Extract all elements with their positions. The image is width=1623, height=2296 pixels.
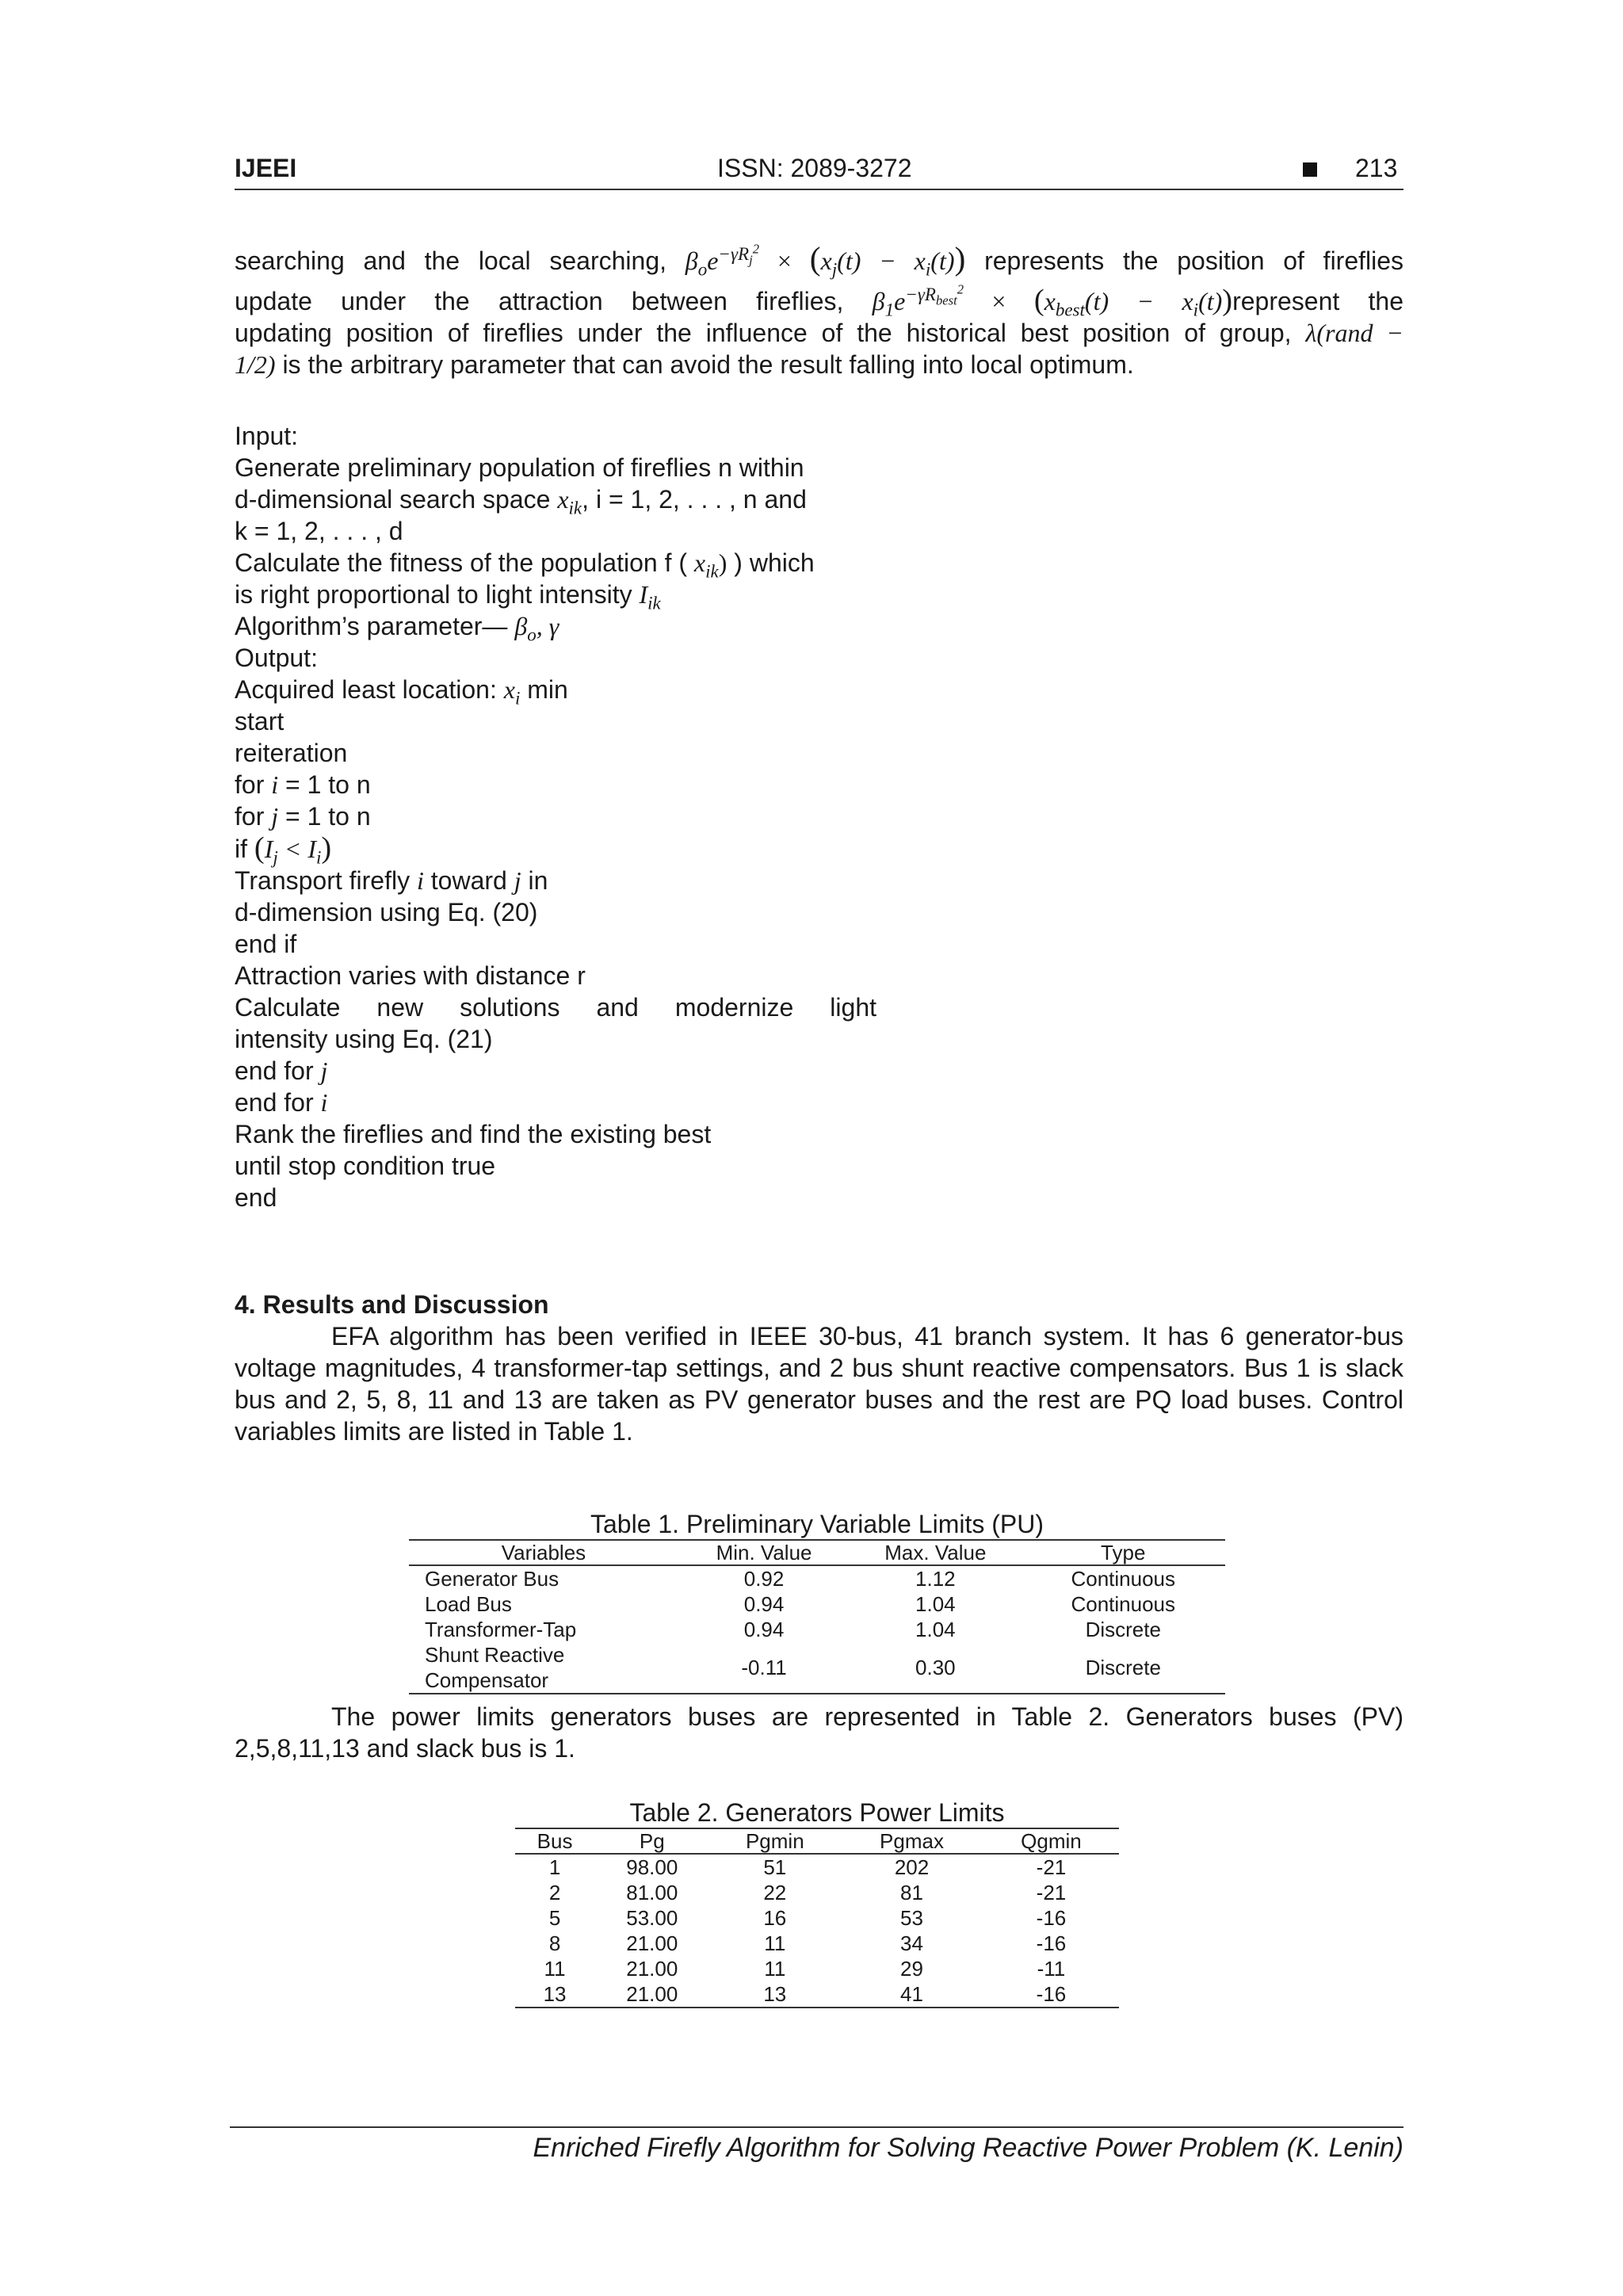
- algo-line: Acquired least location: $x_i$ min: [235, 675, 568, 709]
- algo-line: if $(I_j < I_i)$: [235, 831, 332, 868]
- algo-line: Algorithm’s parameter— $\beta_o$, γ: [235, 612, 559, 645]
- table-caption: Table 1. Preliminary Variable Limits (PU): [590, 1510, 1044, 1538]
- intro-text: represents the position of fireflies: [984, 246, 1404, 275]
- column-header: Pgmax: [840, 1828, 983, 1854]
- algo-line: d-dimension using Eq. (20): [235, 898, 538, 926]
- algo-line: for i = 1 to n: [235, 770, 371, 799]
- variable-limits-table: [409, 1539, 1225, 1694]
- column-header: Pgmin: [709, 1828, 840, 1854]
- power-limits-text: The power limits generators buses are represented in Table 2. Generators buses (PV) 2,5,8,11,13 and slack bus is 1.: [235, 1702, 1403, 1763]
- table-row: Generator Bus 0.92 1.12 Continuous: [425, 1567, 1176, 1591]
- algo-line: Rank the fireflies and find the existing best: [235, 1120, 712, 1148]
- algo-line: Calculate the fitness of the population f ( $x_{ik}$) ) which: [235, 548, 815, 582]
- table-caption: Table 2. Generators Power Limits: [629, 1798, 1005, 1827]
- algo-output-label: Output:: [235, 644, 318, 672]
- column-header: Bus: [515, 1828, 594, 1854]
- algo-line: end for j: [235, 1056, 328, 1085]
- intro-text: update under the attraction between fireflies,: [235, 287, 844, 315]
- results-text: EFA algorithm has been verified in IEEE 30-bus, 41 branch system. It has 6 generator-bus voltage magnitudes, 4 transformer-tap settings, and 2 bus shunt reactive compensators. Bus 1 is slack bus and 2, 5, 8, 11 and 13 are taken as PV generator buses and the rest are PQ load buses. Control variables limits are listed in Table 1.: [235, 1322, 1403, 1446]
- column-header: Qgmin: [983, 1828, 1119, 1854]
- algo-line: start: [235, 707, 285, 735]
- table-row: Transformer-Tap 0.94 1.04 Discrete: [425, 1618, 1161, 1641]
- intro-text: is the arbitrary parameter that can avoid the result falling into local optimum.: [282, 350, 1134, 379]
- algo-input-label: Input:: [235, 422, 299, 450]
- issn: ISSN: 2089-3272: [717, 154, 912, 182]
- footer-rule: [230, 2126, 1403, 2128]
- algo-line: Generate preliminary population of fireflies n within: [235, 453, 804, 482]
- algo-line: end if: [235, 930, 297, 958]
- algo-line: is right proportional to light intensity $I_{ik}$: [235, 580, 661, 613]
- generator-limits-table: [515, 1828, 1119, 2008]
- table-row: 5 53.00 16 53 -16: [548, 1906, 1067, 1930]
- algo-line: k = 1, 2, . . . , d: [235, 517, 403, 545]
- algo-line: end: [235, 1183, 277, 1212]
- column-header: Min. Value: [678, 1540, 850, 1565]
- header-rule: [235, 189, 1403, 190]
- table-1: [409, 1509, 1225, 1694]
- table-row: 1 98.00 51 202 -21: [548, 1855, 1067, 1879]
- algo-line: intensity using Eq. (21): [235, 1025, 493, 1053]
- column-header: Pg: [594, 1828, 709, 1854]
- column-header: Max. Value: [850, 1540, 1021, 1565]
- algo-line: reiteration: [235, 739, 348, 767]
- table-row: Shunt Reactive Compensator -0.11 0.30 Discrete: [409, 1642, 1225, 1694]
- algo-line: Attraction varies with distance r: [235, 961, 586, 990]
- power-limits-paragraph: [235, 1701, 1403, 1764]
- formula-half: 1/2): [235, 350, 276, 379]
- intro-text: represent the: [1232, 287, 1404, 315]
- column-header: Type: [1021, 1540, 1225, 1565]
- table-row: 11 21.00 11 29 -11: [544, 1957, 1066, 1981]
- column-header: Variables: [409, 1540, 678, 1565]
- table-row: 13 21.00 13 41 -16: [515, 1981, 1119, 2008]
- table-row: 8 21.00 11 34 -16: [548, 1931, 1067, 1955]
- journal-name: IJEEI: [235, 154, 297, 182]
- page-number: 213: [1355, 154, 1398, 182]
- intro-paragraph: [235, 240, 1404, 380]
- formula-best-attraction: $\beta_1e^{-\gamma R_{best}^2} \times (x_{best}(t) - x_i(t))$: [872, 281, 1233, 320]
- algo-line: end for i: [235, 1088, 328, 1117]
- intro-text: updating position of fireflies under the influence of the historical best position of group,: [235, 319, 1292, 347]
- table-row: 2 81.00 22 81 -21: [548, 1881, 1067, 1904]
- algo-line: until stop condition true: [235, 1152, 496, 1180]
- results-paragraph: [235, 1320, 1403, 1447]
- algo-line: d-dimensional search space $x_{ik}$, i = 1, 2, . . . , n and: [235, 485, 807, 518]
- square-bullet-icon: [1303, 162, 1317, 177]
- algorithm-pseudocode: [235, 420, 876, 1213]
- formula-attraction: $\beta_oe^{-\gamma R_j^2} \times (x_j(t) - x_i(t))$: [685, 240, 966, 280]
- table-2: [515, 1797, 1119, 2008]
- table-row: Load Bus 0.94 1.04 Continuous: [425, 1592, 1176, 1616]
- section-heading: 4. Results and Discussion: [235, 1290, 549, 1319]
- formula-lambda: λ(rand −: [1305, 319, 1404, 347]
- algo-line: Transport firefly i toward j in: [235, 866, 548, 895]
- algo-line: for j = 1 to n: [235, 802, 371, 831]
- intro-text: searching and the local searching,: [235, 246, 667, 275]
- running-footer: Enriched Firefly Algorithm for Solving Reactive Power Problem (K. Lenin): [533, 2133, 1403, 2163]
- algo-line: Calculate new solutions and modernize light: [235, 993, 876, 1022]
